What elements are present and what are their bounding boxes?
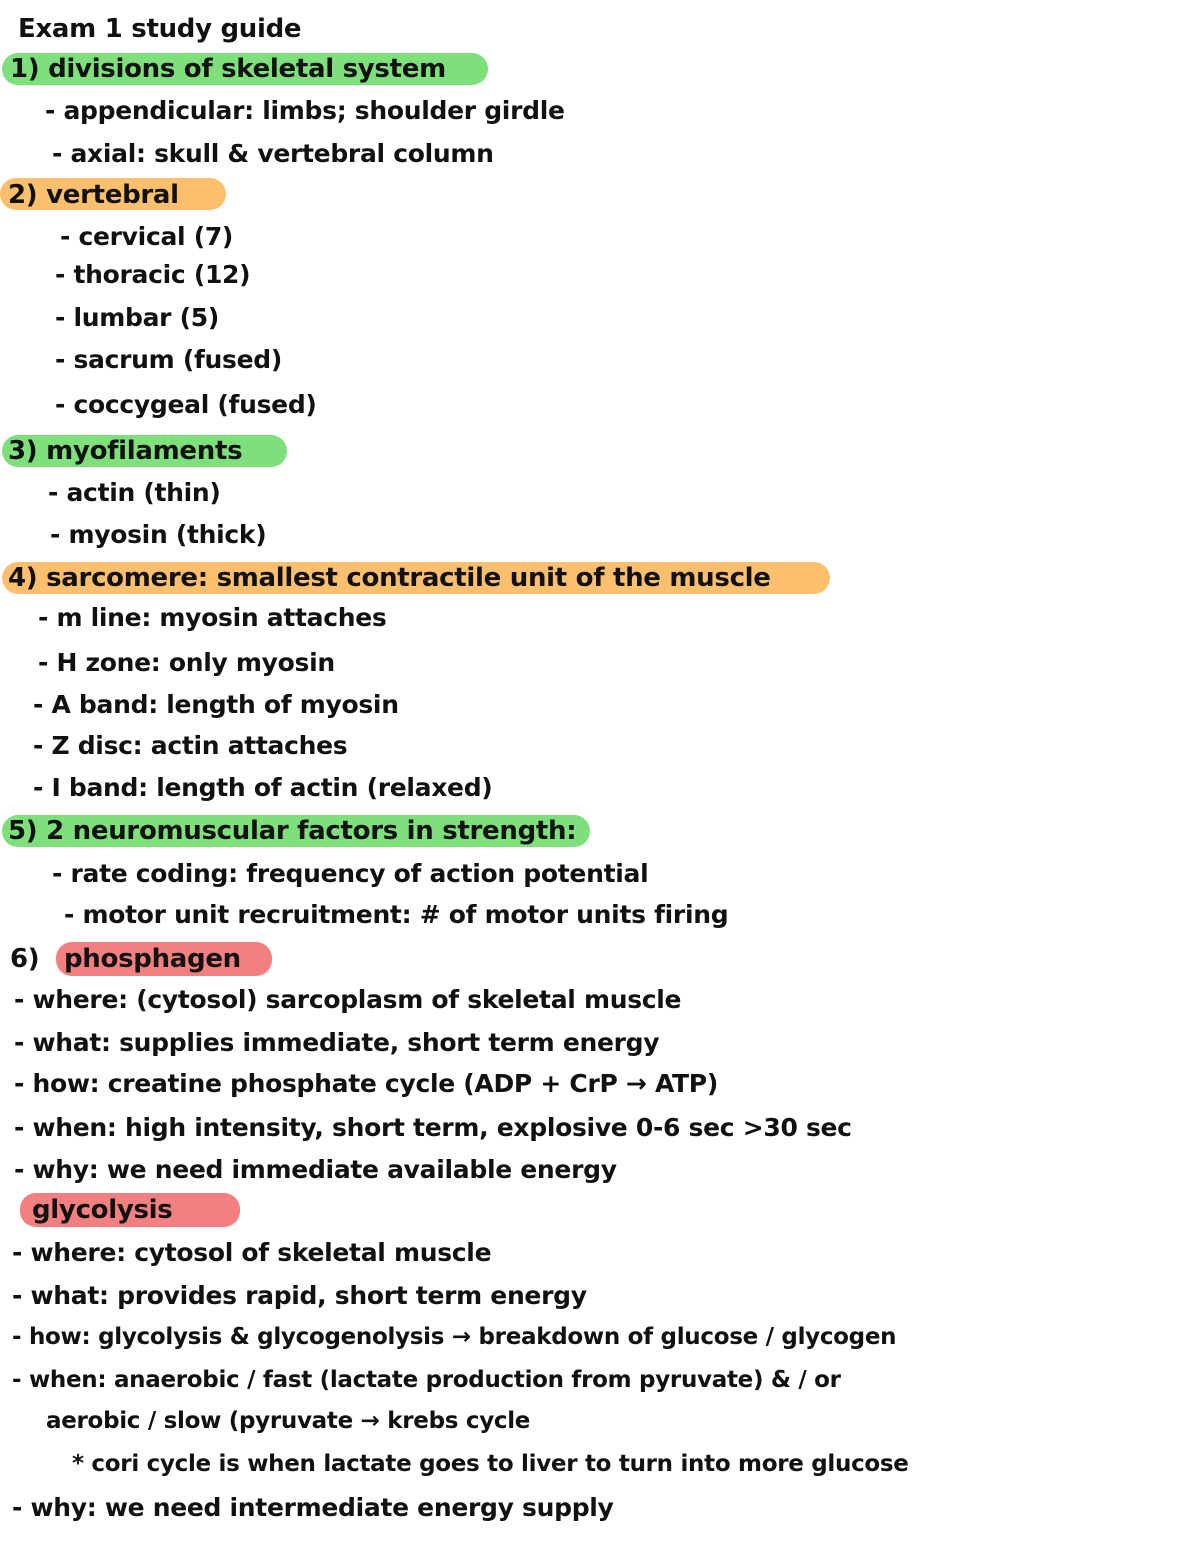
list-item: - thoracic (12) <box>55 260 251 289</box>
list-item: - why: we need immediate available energy <box>14 1155 617 1184</box>
list-item: - Z disc: actin attaches <box>33 731 348 760</box>
list-item: - when: high intensity, short term, explosive 0-6 sec >30 sec <box>14 1113 852 1142</box>
list-item: - H zone: only myosin <box>38 648 335 677</box>
list-item: - lumbar (5) <box>55 303 219 332</box>
section-heading-neuromuscular: 5) 2 neuromuscular factors in strength: <box>8 816 577 846</box>
section-heading-vertebral: 2) vertebral <box>8 180 179 210</box>
list-item: - when: anaerobic / fast (lactate production from pyruvate) & / or <box>12 1367 841 1393</box>
list-item: - where: cytosol of skeletal muscle <box>12 1238 492 1267</box>
list-item: - how: creatine phosphate cycle (ADP + CrP → ATP) <box>14 1069 718 1098</box>
list-item: - sacrum (fused) <box>55 345 282 374</box>
list-item: - how: glycolysis & glycogenolysis → breakdown of glucose / glycogen <box>12 1324 897 1350</box>
list-item: - where: (cytosol) sarcoplasm of skeletal muscle <box>14 985 682 1014</box>
section-heading-sarcomere: 4) sarcomere: smallest contractile unit of the muscle <box>8 563 771 593</box>
list-item: - A band: length of myosin <box>33 690 399 719</box>
page-title: Exam 1 study guide <box>18 14 302 44</box>
list-item: - what: supplies immediate, short term energy <box>14 1028 660 1057</box>
list-item: - what: provides rapid, short term energy <box>12 1281 587 1310</box>
list-item: - actin (thin) <box>48 478 221 507</box>
list-item: - myosin (thick) <box>50 520 267 549</box>
section-heading-glycolysis: glycolysis <box>32 1195 173 1225</box>
list-item: - cervical (7) <box>60 222 234 251</box>
list-item: - rate coding: frequency of action potential <box>52 859 649 888</box>
section-heading-divisions: 1) divisions of skeletal system <box>10 54 446 84</box>
list-item: * cori cycle is when lactate goes to liver to turn into more glucose <box>72 1451 909 1477</box>
list-item: - axial: skull & vertebral column <box>52 139 494 168</box>
section-number-phosphagen: 6) <box>10 944 40 974</box>
section-heading-phosphagen: phosphagen <box>64 944 241 974</box>
list-item: - appendicular: limbs; shoulder girdle <box>45 96 565 125</box>
list-item: - m line: myosin attaches <box>38 603 387 632</box>
list-item: - why: we need intermediate energy supply <box>12 1493 614 1522</box>
list-item: - motor unit recruitment: # of motor units firing <box>64 900 729 929</box>
list-item: - coccygeal (fused) <box>55 390 317 419</box>
list-item: - I band: length of actin (relaxed) <box>33 773 493 802</box>
section-heading-myofilaments: 3) myofilaments <box>8 436 243 466</box>
list-item: aerobic / slow (pyruvate → krebs cycle <box>46 1408 531 1434</box>
